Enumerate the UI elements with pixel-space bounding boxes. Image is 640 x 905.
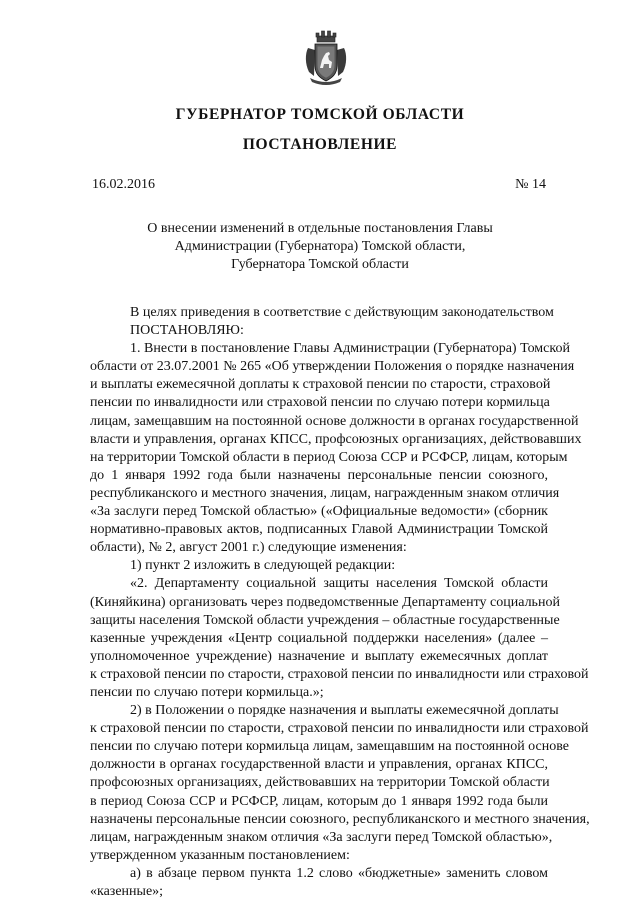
body-line: лицам, замещавшим на постоянной основе должности в органах государственной bbox=[90, 413, 579, 429]
document-date: 16.02.2016 bbox=[92, 177, 155, 192]
document-type-title: ПОСТАНОВЛЕНИЕ bbox=[242, 136, 398, 153]
document-number: № 14 bbox=[515, 177, 546, 192]
document-subject bbox=[92, 220, 548, 274]
body-line: В целях приведения в соответствие с действующим законодательством bbox=[130, 305, 554, 320]
body-line: ПОСТАНОВЛЯЮ: bbox=[130, 323, 244, 339]
body-line: 1. Внести в постановление Главы Администрации (Губернатора) Томской bbox=[130, 341, 570, 357]
body-line: пенсии по случаю потери кормильца лицам, замещавшим на постоянной основе bbox=[90, 739, 569, 755]
body-line: республиканского и местного значения, лицам, награжденным знаком отличия bbox=[90, 485, 560, 501]
document-body bbox=[90, 304, 590, 901]
body-line: области от 23.07.2001 № 265 «Об утверждении Положения о порядке назначения bbox=[90, 359, 575, 375]
body-line: «казенные»; bbox=[90, 884, 164, 899]
body-line: к страховой пенсии по старости, страховой пенсии по инвалидности или страховой bbox=[90, 721, 589, 737]
subject-line: Губернатора Томской области bbox=[231, 257, 409, 272]
body-line: (Киняйкина) организовать через подведомственные Департаменту социальной bbox=[90, 594, 560, 610]
body-line: лицам, награжденным знаком отличия «За заслуги перед Томской областью», bbox=[90, 829, 553, 845]
body-line: должности в органах государственной власти и управления, органах КПСС, bbox=[90, 757, 548, 773]
tomsk-coat-of-arms-icon bbox=[302, 30, 350, 86]
body-line: до 1 января 1992 года были назначены персональные пенсии союзного, bbox=[90, 467, 548, 483]
body-line: пенсии по инвалидности или страховой пенсии по случаю потери кормильца bbox=[90, 395, 550, 411]
body-line: 1) пункт 2 изложить в следующей редакции: bbox=[130, 558, 396, 574]
body-line: в период Союза ССР и РСФСР, лицам, которым до 1 января 1992 года были bbox=[90, 793, 548, 809]
subject-line: Администрации (Губернатора) Томской области, bbox=[174, 239, 466, 254]
body-line: защиты населения Томской области учреждения – областные государственные bbox=[90, 612, 560, 628]
body-line: профсоюзных организациях, действовавших на территории Томской области bbox=[90, 775, 550, 791]
body-line: уполномоченное учреждение) назначение и выплату ежемесячных доплат bbox=[90, 648, 548, 664]
body-line: нормативно-правовых актов, подписанных Главой Администрации Томской bbox=[90, 522, 548, 538]
authority-title: ГУБЕРНАТОР ТОМСКОЙ ОБЛАСТИ bbox=[175, 106, 465, 123]
subject-line: О внесении изменений в отдельные постановления Главы bbox=[147, 221, 493, 236]
body-line: «За заслуги перед Томской областью» («Официальные ведомости» (сборник bbox=[90, 504, 548, 520]
body-line: «2. Департаменту социальной защиты населения Томской области bbox=[130, 576, 548, 592]
body-line: к страховой пенсии по старости, страховой пенсии по инвалидности или страховой bbox=[90, 666, 589, 682]
body-line: а) в абзаце первом пункта 1.2 слово «бюджетные» заменить словом bbox=[130, 865, 548, 881]
body-line: 2) в Положении о порядке назначения и выплаты ежемесячной доплаты bbox=[130, 703, 559, 719]
body-line: и выплаты ежемесячной доплаты к страховой пенсии по старости, страховой bbox=[90, 377, 551, 393]
body-line: на территории Томской области в период Союза ССР и РСФСР, лицам, которым bbox=[90, 449, 568, 465]
body-line: области), № 2, август 2001 г.) следующие изменения: bbox=[90, 540, 407, 556]
body-line: назначены персональные пенсии союзного, республиканского и местного значения, bbox=[90, 811, 590, 827]
body-line: власти и управления, органах КПСС, профсоюзных организациях, действовавших bbox=[90, 431, 582, 447]
body-line: казенные учреждения «Центр социальной поддержки населения» (далее – bbox=[90, 630, 548, 646]
body-line: пенсии по случаю потери кормильца.»; bbox=[90, 684, 324, 700]
body-line: утвержденном указанным постановлением: bbox=[90, 847, 350, 863]
